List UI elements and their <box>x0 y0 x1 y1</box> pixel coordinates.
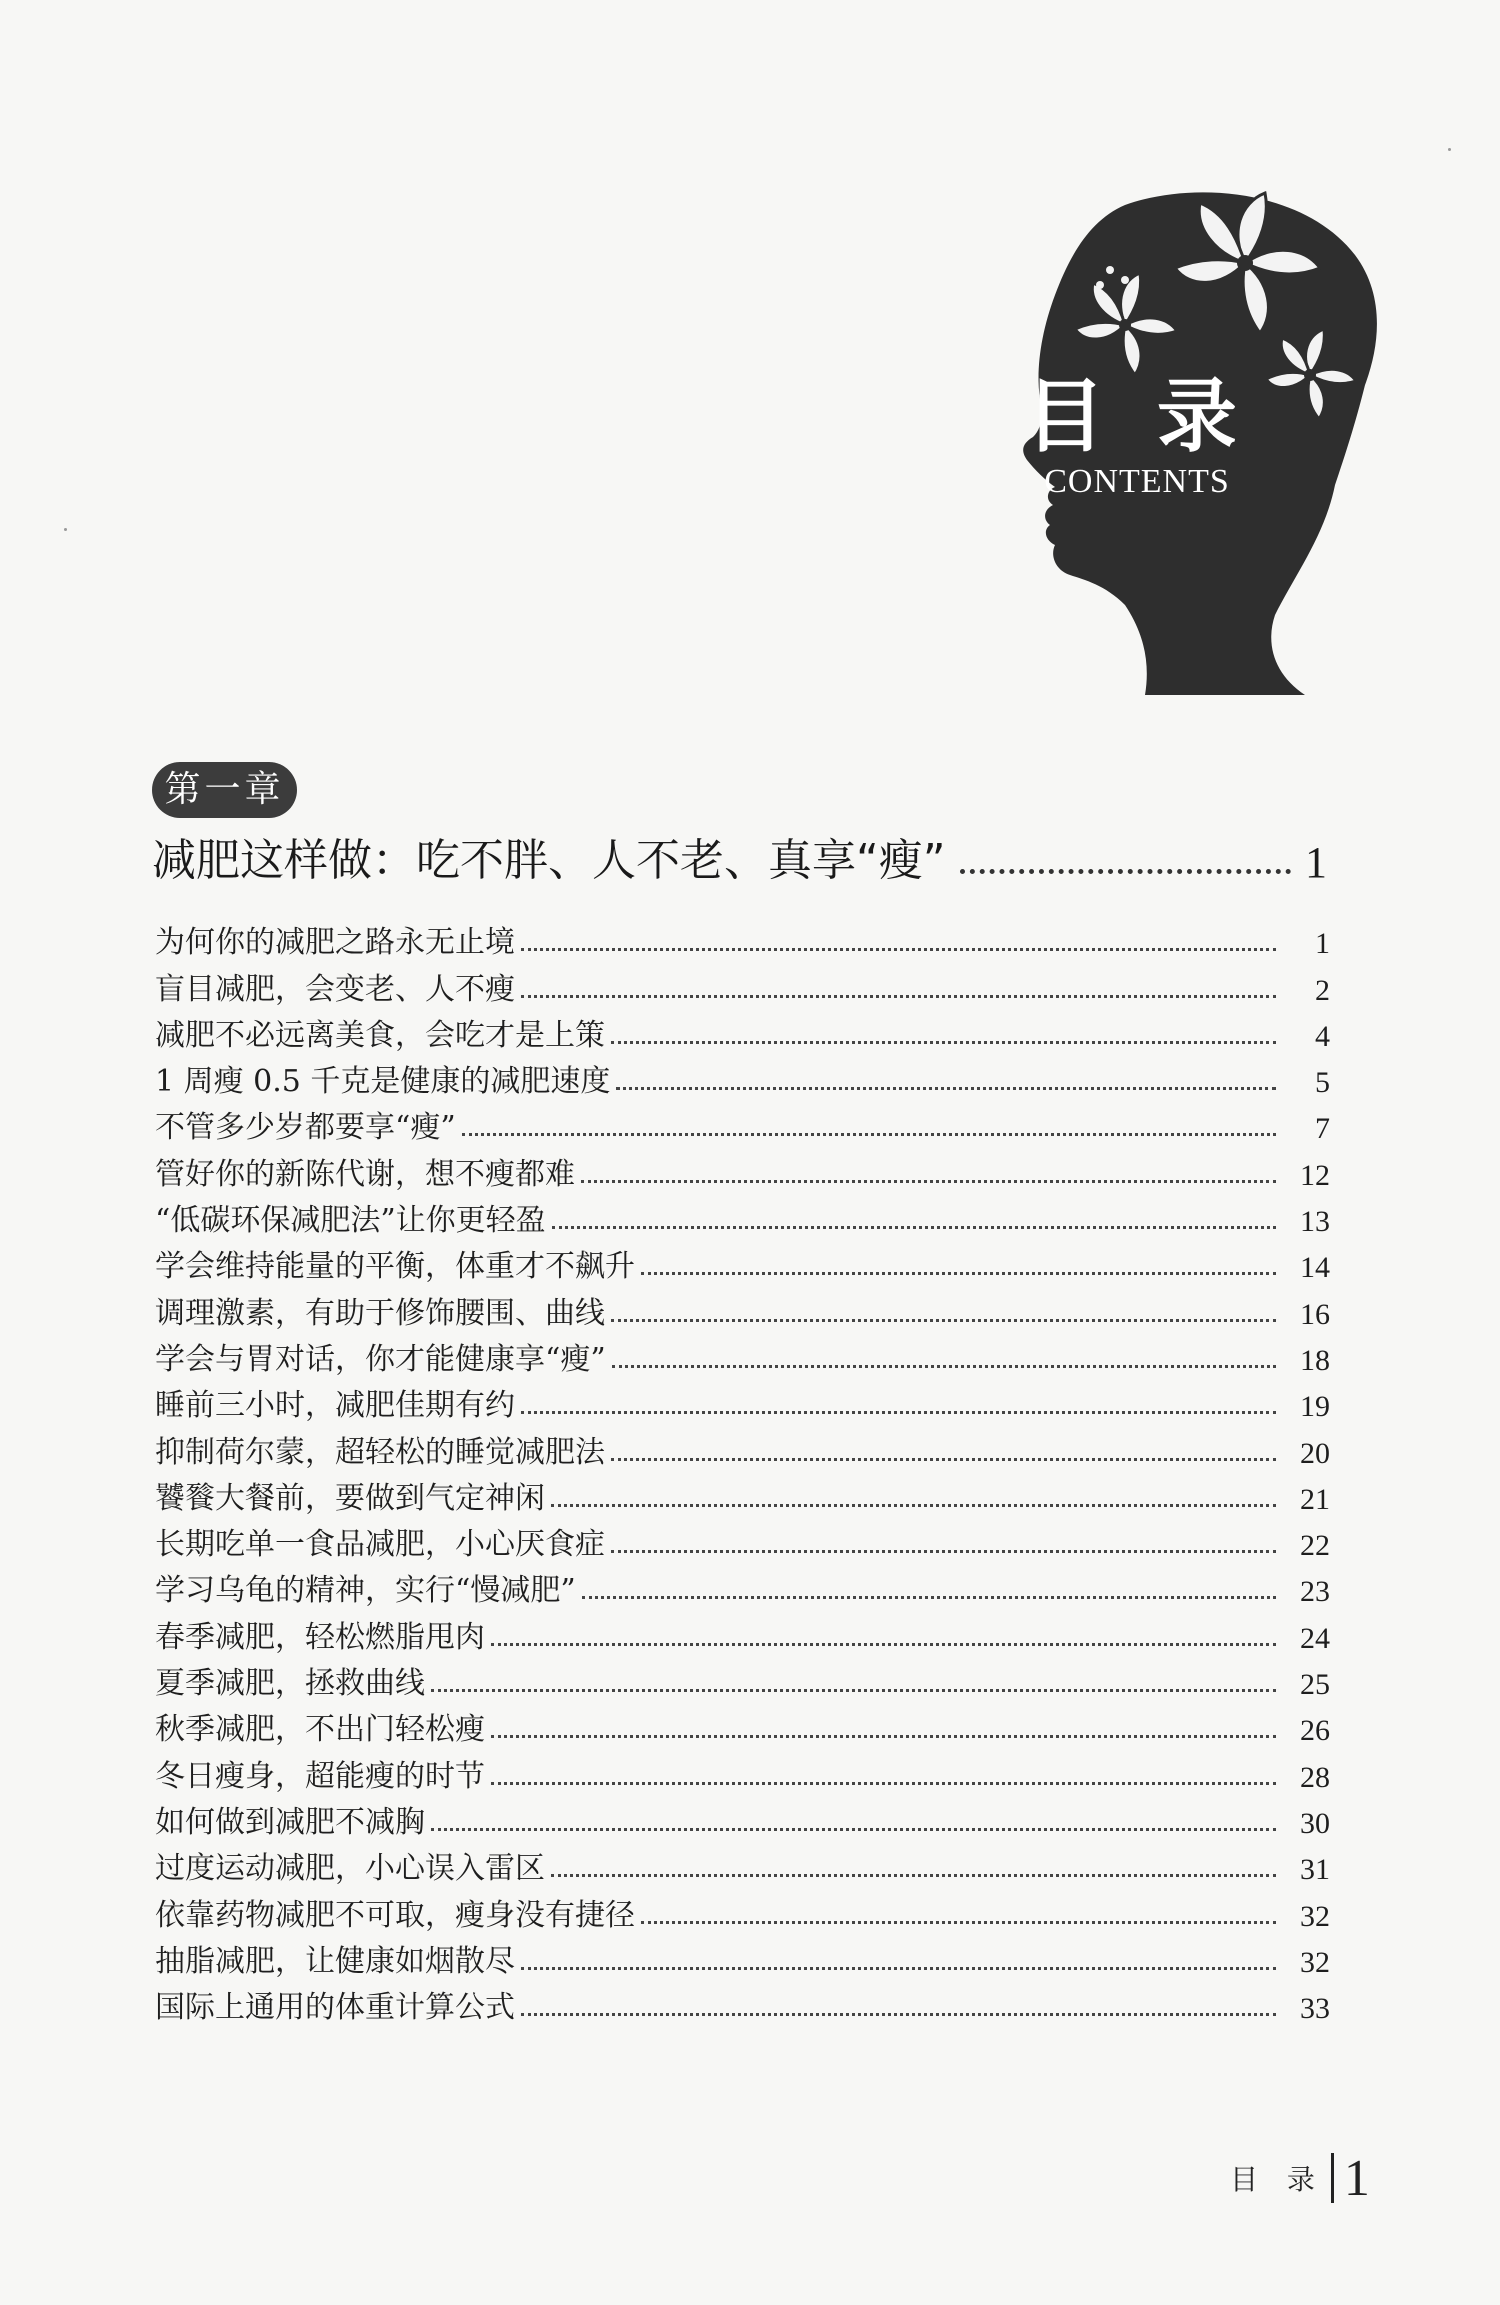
toc-entry-title: 减肥不必远离美食，会吃才是上策 <box>155 1017 605 1053</box>
toc-entry-title: 1 周瘦 0.5 千克是健康的减肥速度 <box>155 1064 611 1100</box>
toc-entry-title: 管好你的新陈代谢，想不瘦都难 <box>155 1156 575 1192</box>
dot-leader <box>641 1921 1276 1924</box>
toc-entry[interactable] <box>155 1980 1330 2026</box>
toc-entry[interactable] <box>155 1239 1330 1285</box>
dot-leader <box>521 1967 1276 1970</box>
toc-entry-title: 长期吃单一食品减肥，小心厌食症 <box>155 1527 605 1563</box>
dot-leader <box>462 1133 1276 1136</box>
chapter-title-row[interactable] <box>152 818 1327 888</box>
toc-entry-page-number: 2 <box>1315 973 1330 1007</box>
toc-entry[interactable] <box>155 1702 1330 1748</box>
toc-entry-page-number: 24 <box>1300 1621 1330 1655</box>
toc-entry[interactable] <box>155 1054 1330 1100</box>
toc-title-english: CONTENTS <box>1044 463 1230 500</box>
toc-entry-page-number: 28 <box>1300 1760 1330 1794</box>
toc-entry-title: 调理激素，有助于修饰腰围、曲线 <box>155 1295 605 1331</box>
dot-leader <box>431 1828 1276 1831</box>
toc-entry-page-number: 14 <box>1300 1251 1330 1285</box>
toc-entry-page-number: 23 <box>1300 1575 1330 1609</box>
dot-leader <box>491 1782 1276 1785</box>
toc-entry-title: 睡前三小时，减肥佳期有约 <box>155 1388 515 1424</box>
toc-entry-page-number: 32 <box>1300 1945 1330 1979</box>
toc-entry-page-number: 18 <box>1300 1343 1330 1377</box>
dot-leader <box>611 1319 1276 1322</box>
dot-leader <box>611 1550 1276 1553</box>
toc-entry-page-number: 16 <box>1300 1297 1330 1331</box>
toc-entry[interactable] <box>155 1795 1330 1841</box>
toc-entry-title: 夏季减肥，拯救曲线 <box>155 1666 425 1702</box>
scan-speck <box>1448 148 1451 151</box>
toc-entry-title: 国际上通用的体重计算公式 <box>155 1990 515 2026</box>
page-footer <box>1230 2148 1370 2208</box>
toc-entry[interactable] <box>155 1332 1330 1378</box>
toc-entry[interactable] <box>155 1146 1330 1192</box>
toc-title-chinese: 目 录 <box>1025 370 1249 463</box>
toc-entry[interactable] <box>155 961 1330 1007</box>
toc-entry-page-number: 13 <box>1300 1205 1330 1239</box>
dot-leader <box>521 2013 1276 2016</box>
toc-entry-title: 为何你的减肥之路永无止境 <box>155 925 515 961</box>
toc-entry[interactable] <box>155 1193 1330 1239</box>
dot-leader <box>551 1874 1276 1877</box>
toc-entry-page-number: 25 <box>1300 1668 1330 1702</box>
toc-entry-title: 抑制荷尔蒙，超轻松的睡觉减肥法 <box>155 1434 605 1470</box>
dot-leader <box>491 1735 1276 1738</box>
toc-entry-page-number: 1 <box>1315 927 1330 961</box>
toc-entry-page-number: 20 <box>1300 1436 1330 1470</box>
decor-dot <box>1106 266 1114 274</box>
decor-dot <box>1121 276 1129 284</box>
toc-entry[interactable] <box>155 1100 1330 1146</box>
toc-entry-page-number: 7 <box>1315 1112 1330 1146</box>
dot-leader <box>612 1365 1276 1368</box>
toc-entry-title: 如何做到减肥不减胸 <box>155 1804 425 1840</box>
toc-entry-page-number: 33 <box>1300 1992 1330 2026</box>
toc-entry[interactable] <box>155 915 1330 961</box>
dot-leader <box>551 1504 1276 1507</box>
toc-entry[interactable] <box>155 1887 1330 1933</box>
toc-entry-title: 春季减肥，轻松燃脂甩肉 <box>155 1619 485 1655</box>
footer-section-label: 目 录 <box>1230 2163 1325 2196</box>
toc-entry-page-number: 5 <box>1315 1066 1330 1100</box>
toc-entry-title: 盲目减肥，会变老、人不瘦 <box>155 971 515 1007</box>
dot-leader <box>616 1087 1276 1090</box>
toc-entry[interactable] <box>155 1934 1330 1980</box>
dot-leader <box>521 948 1276 951</box>
toc-entry[interactable] <box>155 1517 1330 1563</box>
toc-entry-title: “低碳环保减肥法”让你更轻盈 <box>155 1203 546 1239</box>
dot-leader <box>960 869 1291 874</box>
footer-page-number: 1 <box>1343 2149 1370 2207</box>
chapter-title: 减肥这样做：吃不胖、人不老、真享“瘦” <box>152 835 946 886</box>
dot-leader <box>611 1458 1276 1461</box>
toc-entry[interactable] <box>155 1609 1330 1655</box>
toc-entry-title: 饕餮大餐前，要做到气定神闲 <box>155 1480 545 1516</box>
toc-entry[interactable] <box>155 1285 1330 1331</box>
dot-leader <box>521 995 1276 998</box>
toc-entry[interactable] <box>155 1656 1330 1702</box>
toc-entry-title: 冬日瘦身，超能瘦的时节 <box>155 1758 485 1794</box>
toc-entry[interactable] <box>155 1748 1330 1794</box>
toc-entry-title: 学习乌龟的精神，实行“慢减肥” <box>155 1573 576 1609</box>
dot-leader <box>521 1411 1276 1414</box>
toc-entry-title: 抽脂减肥，让健康如烟散尽 <box>155 1943 515 1979</box>
toc-entry[interactable] <box>155 1378 1330 1424</box>
toc-entry-title: 学会维持能量的平衡，体重才不飙升 <box>155 1249 635 1285</box>
toc-entry-page-number: 21 <box>1300 1482 1330 1516</box>
toc-entry[interactable] <box>155 1471 1330 1517</box>
toc-entry-page-number: 31 <box>1300 1853 1330 1887</box>
chapter-page-number: 1 <box>1305 838 1327 887</box>
dot-leader <box>611 1041 1276 1044</box>
dot-leader <box>641 1272 1276 1275</box>
decor-dot <box>1096 281 1104 289</box>
footer-divider <box>1331 2153 1334 2203</box>
toc-heading <box>1022 372 1252 502</box>
toc-entry-title: 秋季减肥，不出门轻松瘦 <box>155 1712 485 1748</box>
toc-entry-title: 学会与胃对话，你才能健康享“瘦” <box>155 1341 606 1377</box>
toc-entry-page-number: 19 <box>1300 1390 1330 1424</box>
dot-leader <box>491 1643 1276 1646</box>
toc-entry-page-number: 22 <box>1300 1529 1330 1563</box>
toc-entry-title: 依靠药物减肥不可取，瘦身没有捷径 <box>155 1897 635 1933</box>
toc-entry[interactable] <box>155 1008 1330 1054</box>
toc-list <box>155 915 1330 2026</box>
toc-entry[interactable] <box>155 1841 1330 1887</box>
dot-leader <box>582 1596 1276 1599</box>
toc-entry[interactable] <box>155 1563 1330 1609</box>
dot-leader <box>552 1226 1276 1229</box>
dot-leader <box>431 1689 1276 1692</box>
toc-entry-page-number: 26 <box>1300 1714 1330 1748</box>
chapter-badge: 第一章 <box>152 762 297 818</box>
toc-entry-page-number: 32 <box>1300 1899 1330 1933</box>
toc-entry[interactable] <box>155 1424 1330 1470</box>
toc-entry-page-number: 12 <box>1300 1158 1330 1192</box>
toc-entry-page-number: 4 <box>1315 1019 1330 1053</box>
dot-leader <box>581 1180 1276 1183</box>
toc-entry-title: 不管多少岁都要享“瘦” <box>155 1110 456 1146</box>
scan-speck <box>64 528 67 531</box>
toc-entry-title: 过度运动减肥，小心误入雷区 <box>155 1851 545 1887</box>
toc-entry-page-number: 30 <box>1300 1806 1330 1840</box>
